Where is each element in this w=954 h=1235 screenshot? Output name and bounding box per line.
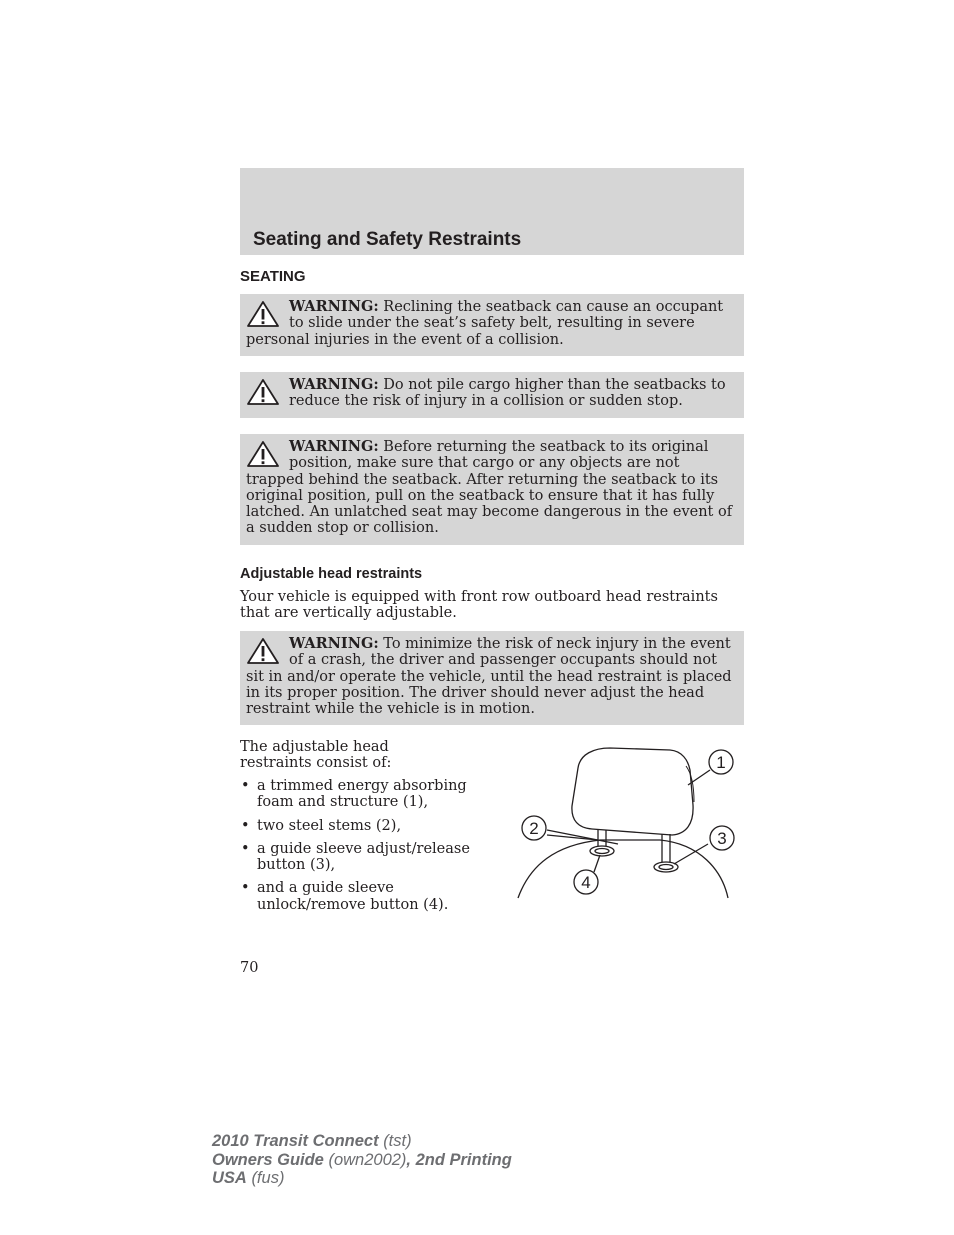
warning-body: To minimize the risk of neck injury in the event of a crash, the driver and passenger occupants should not sit in and/or operate the vehicle, until the head restraint is placed in its proper position. The driver should never adjust the head restraint while the vehicle is in motion. bbox=[246, 636, 732, 718]
warning-box bbox=[240, 372, 744, 418]
consist-of-text: The adjustable head restraints consist of: bbox=[240, 739, 392, 772]
intro-paragraph: Your vehicle is equipped with front row outboard head restraints that are vertically adjustable. bbox=[240, 589, 718, 622]
callout-1: 1 bbox=[716, 753, 726, 772]
warning-triangle-icon bbox=[246, 637, 280, 665]
head-restraint-pad bbox=[572, 748, 693, 835]
warning-text bbox=[246, 439, 738, 537]
warning-triangle-icon bbox=[246, 440, 280, 468]
warning-body: Before returning the seatback to its original position, make sure that cargo or any objects are not trapped behind the seatback. After returning the seatback to its original position, pull on the seatback to ensure that it has fully latched. An unlatched seat may become dangerous in the event of a sudden stop or collision. bbox=[246, 439, 733, 537]
page-title: Seating and Safety Restraints bbox=[253, 229, 522, 250]
component-list bbox=[240, 778, 495, 920]
footer-market: USA bbox=[212, 1169, 247, 1187]
list-item: • and a guide sleeve unlock/remove button (4). bbox=[240, 880, 495, 913]
warning-box bbox=[240, 434, 744, 545]
warning-body: Do not pile cargo higher than the seatbacks to reduce the risk of injury in a collision or sudden stop. bbox=[289, 377, 726, 410]
warning-label: WARNING: bbox=[289, 635, 379, 652]
callout-4: 4 bbox=[581, 873, 591, 892]
footer-printing: , 2nd Printing bbox=[406, 1150, 512, 1169]
guide-sleeve bbox=[590, 846, 614, 856]
warning-text bbox=[246, 299, 738, 348]
callout-2: 2 bbox=[529, 819, 539, 838]
warning-box bbox=[240, 631, 744, 725]
warning-triangle-icon bbox=[246, 300, 280, 328]
list-item: • a trimmed energy absorbing foam and structure (1), bbox=[240, 778, 495, 811]
warning-triangle-icon bbox=[246, 378, 280, 406]
sub-heading: Adjustable head restraints bbox=[240, 566, 423, 582]
warning-text bbox=[246, 377, 738, 410]
footer-model-code: (tst) bbox=[383, 1132, 412, 1150]
seat-back-outline bbox=[518, 840, 728, 898]
warning-body: Reclining the seatback can cause an occupant to slide under the seat’s safety belt, resulting in severe personal injuries in the event of a collision. bbox=[246, 299, 724, 348]
list-item: • a guide sleeve adjust/release button (3), bbox=[240, 841, 495, 874]
page-number: 70 bbox=[240, 960, 259, 976]
footer-guide: Owners Guide bbox=[212, 1150, 324, 1169]
warning-label: WARNING: bbox=[289, 438, 379, 455]
section-heading: SEATING bbox=[240, 268, 306, 285]
head-restraint-illustration bbox=[510, 740, 746, 902]
callout-3: 3 bbox=[717, 829, 727, 848]
list-item: • two steel stems (2), bbox=[240, 818, 495, 834]
footer-market-code: (fus) bbox=[251, 1169, 285, 1187]
warning-label: WARNING: bbox=[289, 376, 379, 393]
warning-box bbox=[240, 294, 744, 356]
footer-model: 2010 Transit Connect bbox=[212, 1132, 379, 1150]
warning-label: WARNING: bbox=[289, 298, 379, 315]
warning-text bbox=[246, 636, 738, 717]
footer-guide-code: (own2002) bbox=[328, 1150, 407, 1169]
footer bbox=[212, 1132, 512, 1188]
